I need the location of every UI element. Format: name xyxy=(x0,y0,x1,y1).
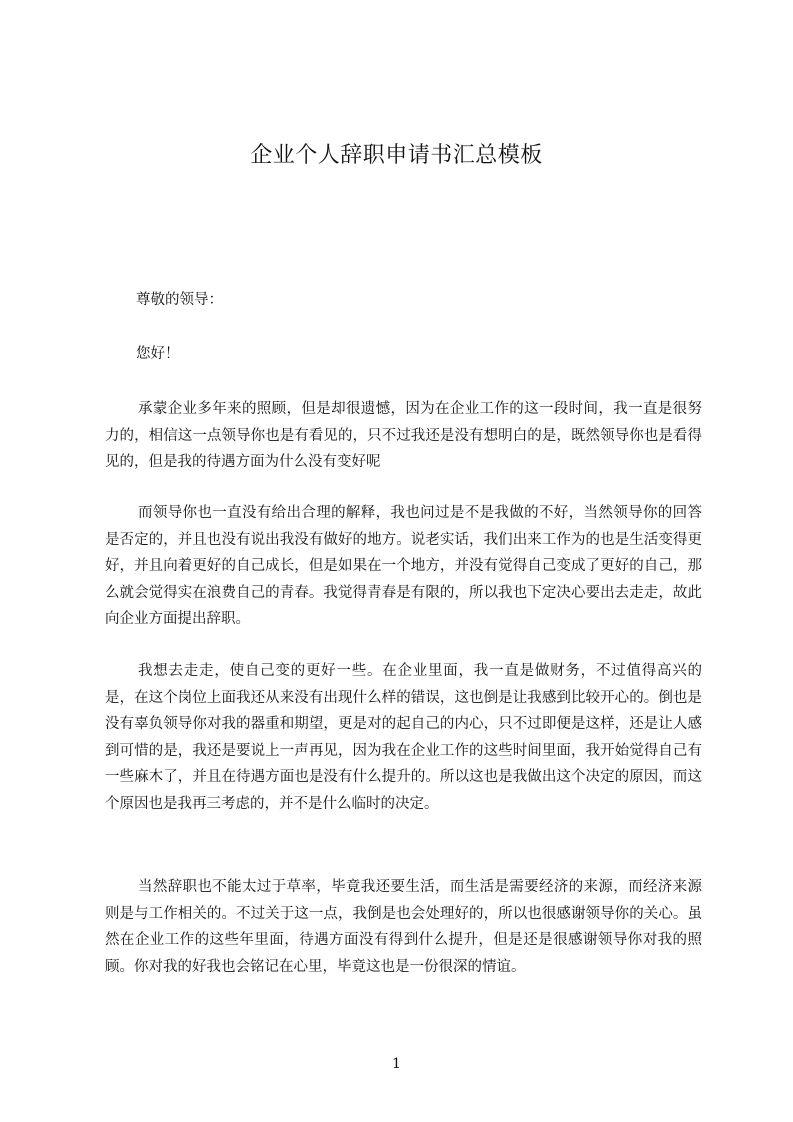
page-number: 1 xyxy=(392,1056,401,1072)
paragraph-1: 承蒙企业多年来的照顾，但是却很遗憾，因为在企业工作的这一段时间，我一直是很努力的，相信这一点领导你也是有看见的，只不过我还是没有想明白的是，既然领导你也是看得见的，但是我的待遇方面为什么没有变好呢 xyxy=(105,401,702,470)
salutation: 尊敬的领导： xyxy=(136,292,223,308)
document-title: 企业个人辞职申请书汇总模板 xyxy=(250,143,543,168)
greeting: 您好！ xyxy=(136,346,180,362)
paragraph-2: 而领导你也一直没有给出合理的解释，我也问过是不是我做的不好，当然领导你的回答是否定的，并且也没有说出我没有做好的地方。说老实话，我们出来工作为的也是生活变得更好，并且向着更好的自己成长，但是如果在一个地方，并没有觉得自己变成了更好的自己，那么就会觉得实在浪费自己的青春。我觉得青春是有限的，所以我也下定决心要出去走走，故此向企业方面提出辞职。 xyxy=(105,505,702,627)
paragraph-4: 当然辞职也不能太过于草率，毕竟我还要生活，而生活是需要经济的来源，而经济来源则是与工作相关的。不过关于这一点，我倒是也会处理好的，所以也很感谢领导你的关心。虽然在企业工作的这些年里面，待遇方面没有得到什么提升，但是还是很感谢领导你对我的照顾。你对我的好我也会铭记在心里，毕竟这也是一份很深的情谊。 xyxy=(105,879,702,975)
paragraph-3: 我想去走走，使自己变的更好一些。在企业里面，我一直是做财务，不过值得高兴的是，在这个岗位上面我还从来没有出现什么样的错误，这也倒是让我感到比较开心的。倒也是没有辜负领导你对我的器重和期望，更是对的起自己的内心，只不过即便是这样，还是让人感到可惜的是，我还是要说上一声再见，因为我在企业工作的这些时间里面，我开始觉得自己有一些麻木了，并且在待遇方面也是没有什么提升的。所以这也是我做出这个决定的原因，而这个原因也是我再三考虑的，并不是什么临时的决定。 xyxy=(105,663,702,812)
